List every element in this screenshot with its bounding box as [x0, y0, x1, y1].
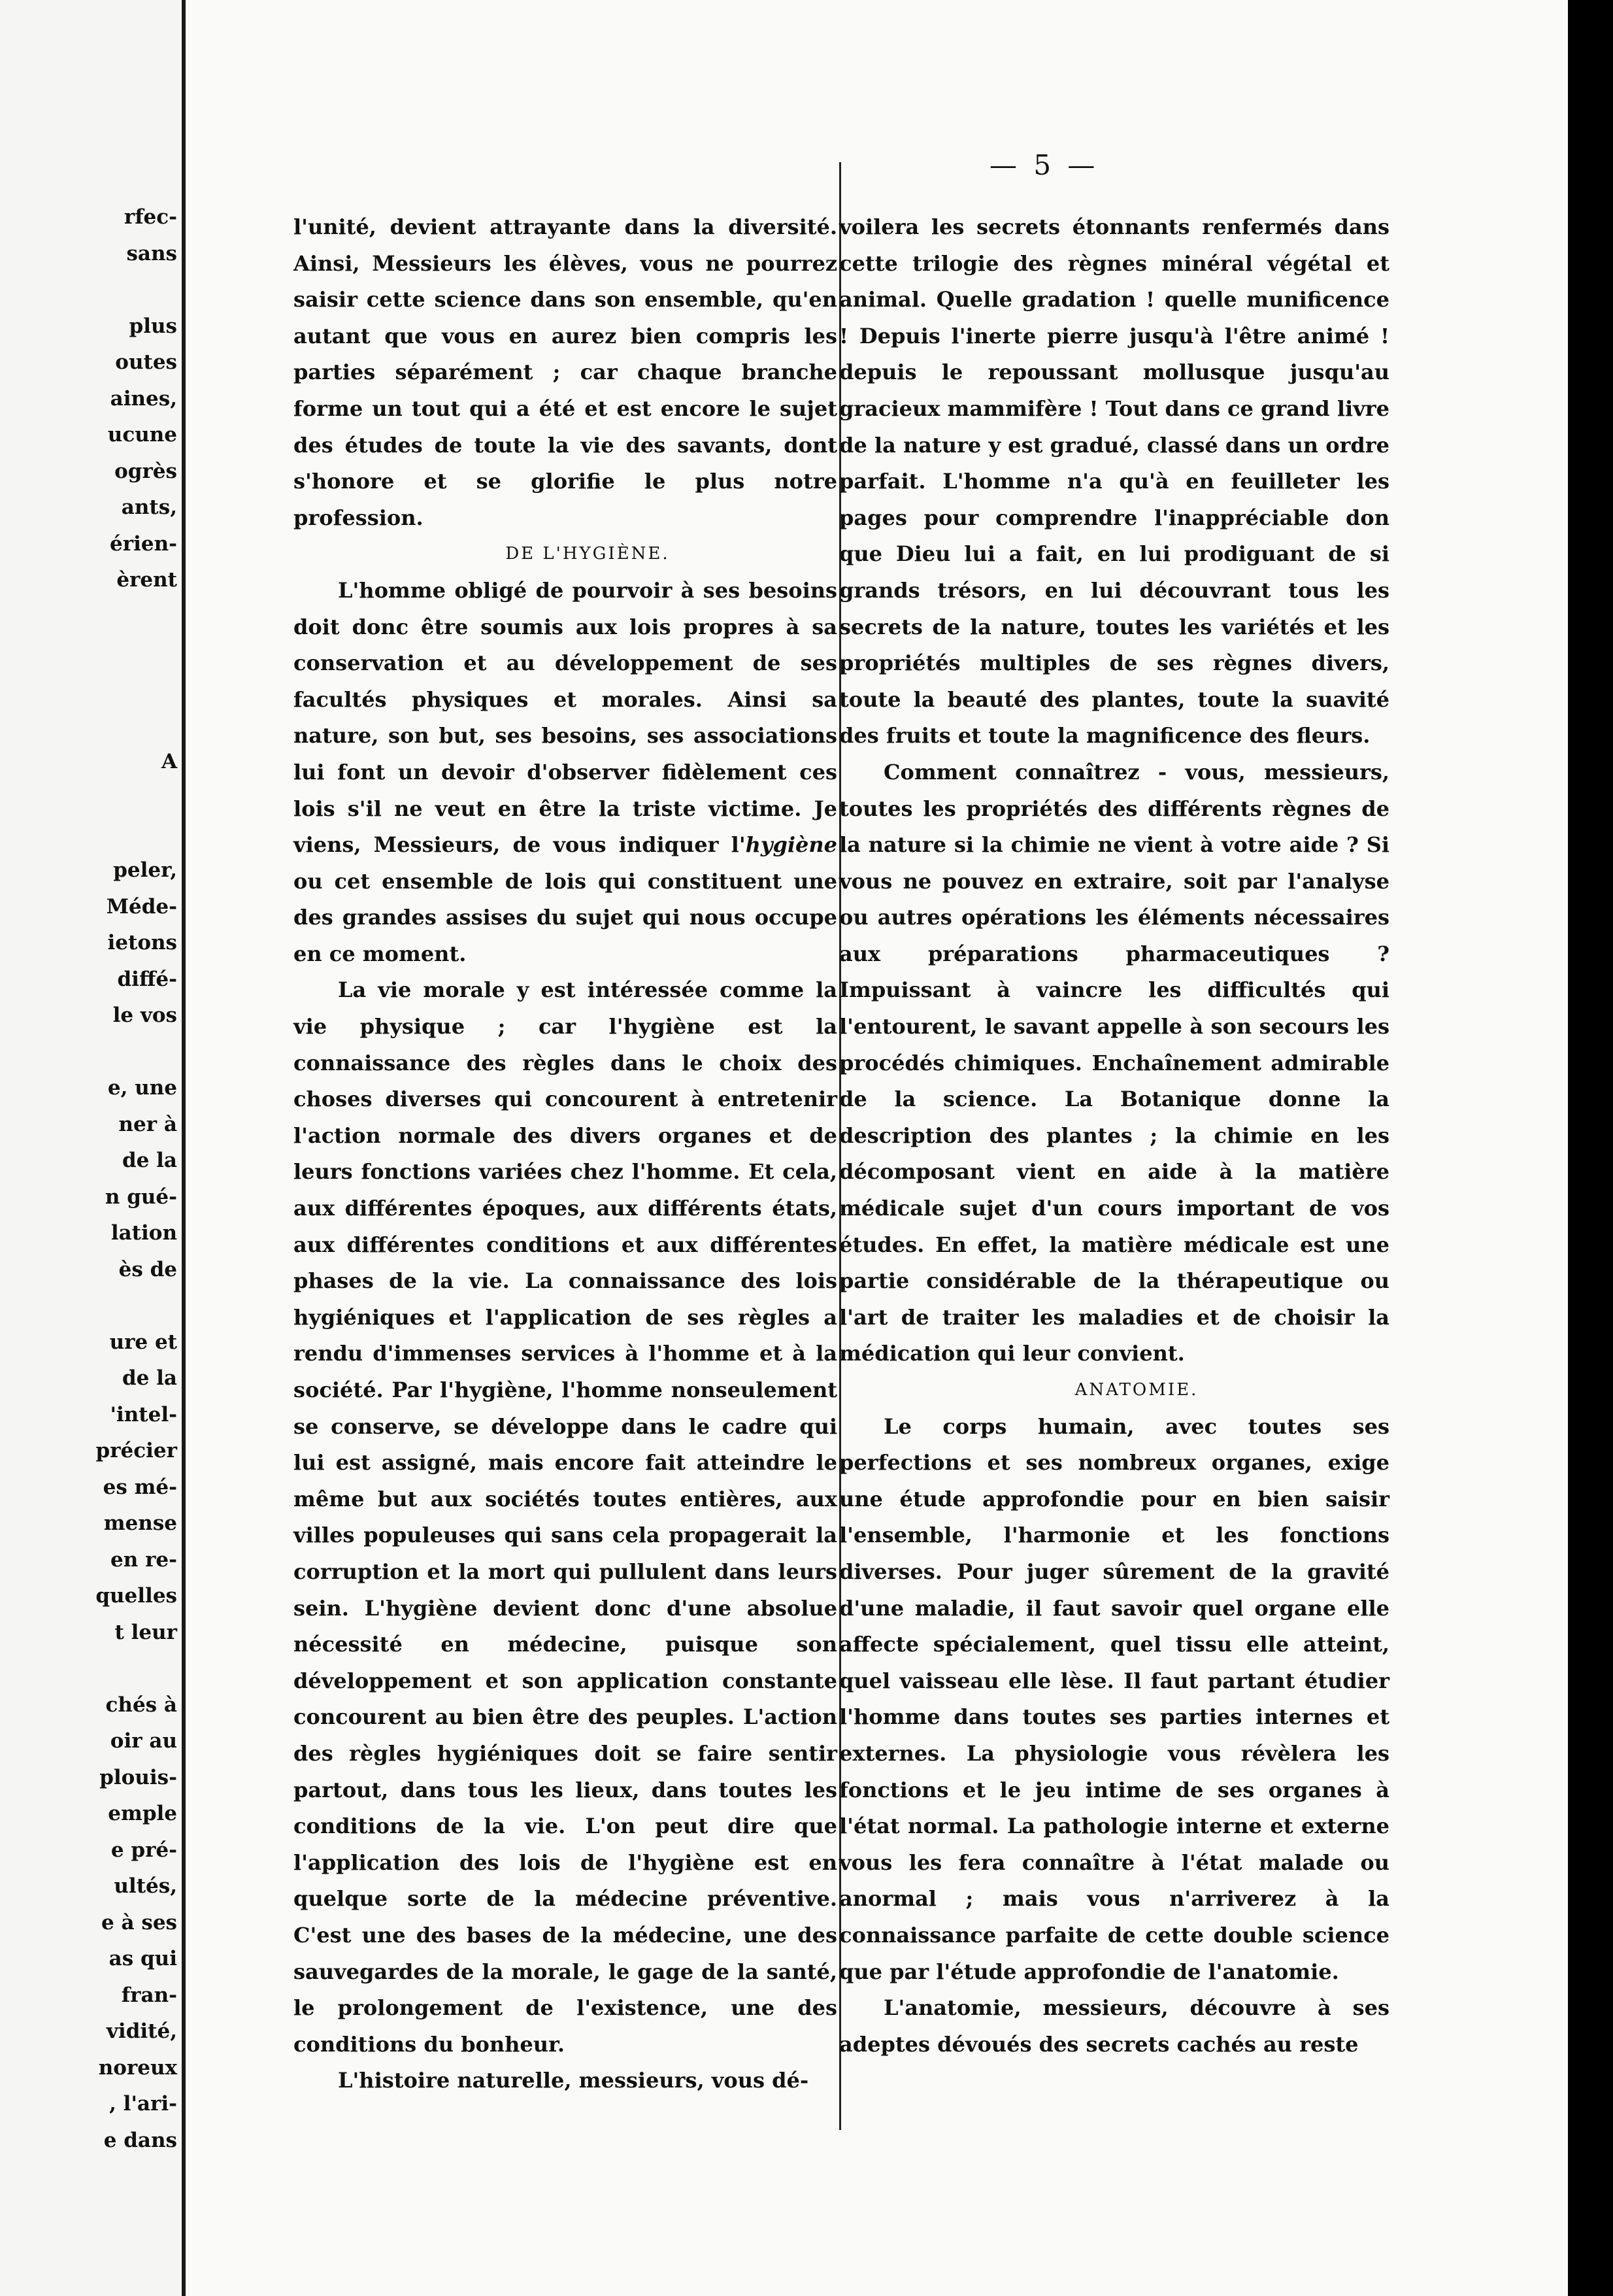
- paragraph-text: ou cet ensemble de lois qui constituent une des grandes assises du sujet qui nous occupe en ce moment.: [293, 868, 837, 966]
- italic-term: hygiène: [745, 832, 837, 858]
- paragraph: [293, 573, 837, 973]
- previous-page-edge: [0, 0, 186, 2296]
- page: [186, 0, 1568, 2296]
- page-number: — 5 —: [989, 149, 1099, 181]
- section-heading-hygiene: DE L'HYGIÈNE.: [505, 544, 670, 564]
- paragraph: l'unité, devient attrayante dans la diversité. Ainsi, Messieurs les élèves, vous ne pourrez saisir cette science dans son ensemble, qu'en autant que vous en aurez bien compris les parties séparément ; car chaque branche forme un tout qui a été et est encore le sujet des études de toute la vie des savants, dont s'honore et se glorifie le plus notre profession.: [293, 214, 837, 530]
- left-column: [293, 209, 837, 2099]
- paragraph: Comment connaîtrez - vous, messieurs, toutes les propriétés des différents règnes de la nature si la chimie ne vient à votre aide ? Si vous ne pouvez en extraire, soit par l'analyse ou autres opérations les éléments nécessaires aux préparations pharmaceutiques ? Impuissant à vaincre les difficultés qui l'entourent, le savant appelle à son secours les procédés chimiques. Enchaînement admirable de la science. La Botanique donne la description des plantes ; la chimie en les décomposant vient en aide à la matière médicale sujet d'un cours important de vos études. En effet, la matière médicale est une partie considérable de la thérapeutique ou l'art de traiter les maladies et de choisir la médication qui leur convient.: [839, 759, 1389, 1366]
- paragraph: L'histoire naturelle, messieurs, vous dé-: [338, 2068, 809, 2093]
- section-heading-anatomie: ANATOMIE.: [1074, 1380, 1199, 1400]
- paragraph: La vie morale y est intéressée comme la vie physique ; car l'hygiène est la connaissance des règles dans le choix des choses diverses qui concourent à entretenir l'action normale des divers organes et de leurs fonctions variées chez l'homme. Et cela, aux différentes époques, aux différents états, aux différentes conditions et aux différentes phases de la vie. La connaissance des lois hygiéniques et l'application de ses règles a rendu d'immenses services à l'homme et à la société. Par l'hygiène, l'homme nonseulement se conserve, se développe dans le cadre qui lui est assigné, mais encore fait atteindre le même but aux sociétés toutes entières, aux villes populeuses qui sans cela propagerait la corruption et la mort qui pullulent dans leurs sein. L'hygiène devient donc d'une absolue nécessité en médecine, puisque son développement et son application constante concourent au bien être des peuples. L'action des règles hygiéniques doit se faire sentir partout, dans tous les lieux, dans toutes les conditions de la vie. L'on peut dire que l'application des lois de l'hygiène est en quelque sorte de la médecine préventive. C'est une des bases de la médecine, une des sauvegardes de la morale, le gage de la santé, le prolongement de l'existence, une des conditions du bonheur.: [293, 977, 837, 2057]
- paragraph-text: L'homme obligé de pourvoir à ses besoins doit donc être soumis aux lois propres à sa conservation et au développement de ses facultés physiques et morales. Ainsi sa nature, son but, ses besoins, ses associations lui font un devoir d'observer fidèlement ces lois s'il ne veut en être la triste victime. Je viens, Messieurs, de vous indiquer l': [293, 577, 837, 858]
- paragraph: L'anatomie, messieurs, découvre à ses adeptes dévoués des secrets cachés au reste: [839, 1995, 1389, 2057]
- right-column: [839, 209, 1389, 2063]
- previous-page-text-fragments: rfec- sans plus outes aines, ucune ogrès ants, érien- èrent A peler, Méde- ietons diffé- le vos e, une ner à de la n gué- lation ès de ure et de la 'intel- précier es mé- mense en re- quelles t leur chés à oir au plouis- emple e pré- ultés, e à ses as qui fran- vidité, noreux , l'ari- e dans: [95, 205, 177, 2152]
- scan-border: [1569, 0, 1613, 2296]
- paragraph: Le corps humain, avec toutes ses perfections et ses nombreux organes, exige une étude approfondie pour en bien saisir l'ensemble, l'harmonie et les fonctions diverses. Pour juger sûrement de la gravité d'une maladie, il faut savoir quel organe elle affecte spécialement, quel tissu elle atteint, quel vaisseau elle lèse. Il faut partant étudier l'homme dans toutes ses parties internes et externes. La physiologie vous révèlera les fonctions et le jeu intime de ses organes à l'état normal. La pathologie interne et externe vous les fera connaître à l'état malade ou anormal ; mais vous n'arriverez à la connaissance parfaite de cette double science que par l'étude approfondie de l'anatomie.: [839, 1413, 1389, 1984]
- paragraph: voilera les secrets étonnants renfermés dans cette trilogie des règnes minéral végétal et animal. Quelle gradation ! quelle munificence ! Depuis l'inerte pierre jusqu'à l'être animé ! depuis le repoussant mollusque jusqu'au gracieux mammifère ! Tout dans ce grand livre de la nature y est gradué, classé dans un ordre parfait. L'homme n'a qu'à en feuilleter les pages pour comprendre l'inappréciable don que Dieu lui a fait, en lui prodiguant de si grands trésors, en lui découvrant tous les secrets de la nature, toutes les variétés et les propriétés multiples de ses règnes divers, toute la beauté des plantes, toute la suavité des fruits et toute la magnificence des fleurs.: [839, 214, 1389, 749]
